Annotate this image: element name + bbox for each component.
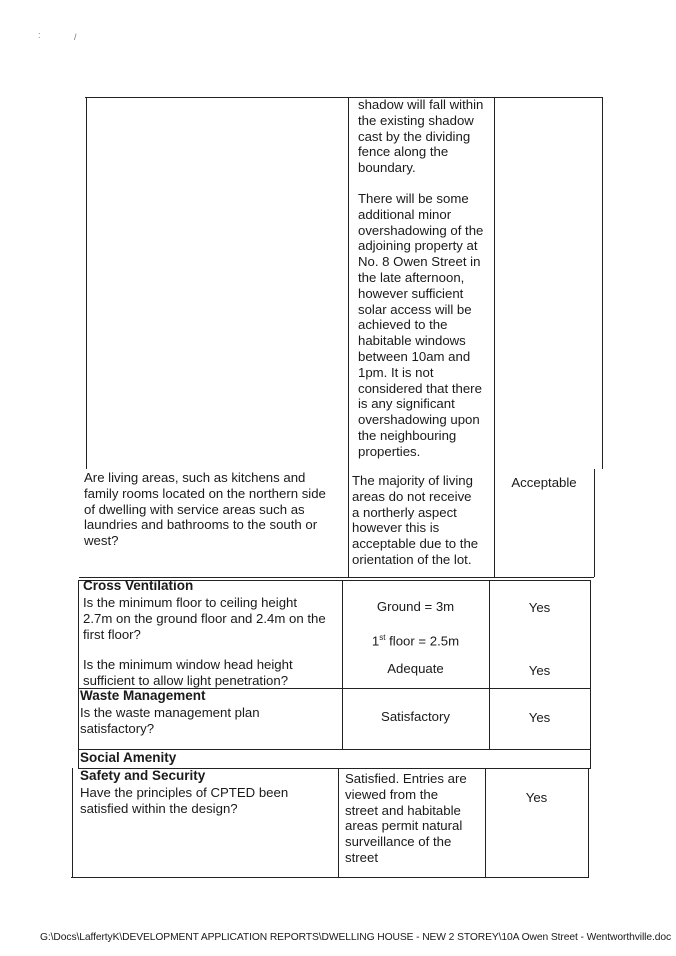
status-living-areas: Acceptable	[511, 475, 577, 490]
section-heading-waste-management: Waste Management	[80, 688, 206, 703]
column-divider	[485, 768, 486, 878]
section-heading-safety-security: Safety and Security	[80, 768, 206, 783]
table-border-left	[72, 768, 73, 878]
section-heading-social-amenity: Social Amenity	[80, 750, 177, 765]
status-window-head: Yes	[528, 663, 551, 678]
column-divider	[338, 768, 339, 878]
column-divider	[494, 97, 495, 577]
comment-window-head: Adequate	[387, 661, 444, 676]
stray-mark: /	[74, 32, 77, 42]
status-ceiling-height: Yes	[528, 600, 551, 615]
criteria-ceiling-height: Is the minimum floor to ceiling height 2.7m on the ground floor and 2.4m on the first floor?	[83, 595, 326, 642]
comment-waste: Satisfactory	[381, 709, 450, 724]
table-border-left	[78, 580, 79, 768]
comment-shadow-1: shadow will fall within the existing shadow cast by the dividing fence along the boundary.	[358, 97, 484, 176]
table-border-bottom	[71, 877, 589, 878]
status-waste: Yes	[528, 710, 551, 725]
table-border-left	[86, 97, 87, 469]
table-border-right	[588, 768, 589, 878]
comment-ceiling-height	[342, 583, 489, 665]
section-heading-cross-ventilation: Cross Ventilation	[83, 578, 194, 593]
stray-mark: :	[38, 30, 41, 40]
table-border-right	[590, 580, 591, 768]
table-border-right	[594, 469, 595, 577]
status-cpted: Yes	[525, 790, 548, 805]
comment-ground-floor: Ground = 3m	[376, 598, 455, 614]
comment-cpted: Satisfied. Entries are viewed from the street and habitable areas permit natural surveillance of the street	[345, 771, 467, 865]
criteria-living-areas: Are living areas, such as kitchens and family rooms located on the northern side of dwelling with service areas such as laundries and bathrooms to the south or west?	[84, 470, 326, 549]
comment-first-floor: 1st floor = 2.5m	[371, 633, 460, 649]
comment-living-areas: The majority of living areas do not receive a northerly aspect however this is acceptable due to the orientation of the lot.	[352, 473, 479, 567]
comment-shadow-2: There will be some additional minor overshadowing of the adjoining property at No. 8 Owen Street in the late afternoon, however sufficient solar access will be achieved to the habitable windows between 10am and 1pm. It is not considered that there is any significant overshadowing upon the neighbouring properties.	[358, 191, 484, 459]
criteria-window-head: Is the minimum window head height sufficient to allow light penetration?	[83, 657, 293, 688]
column-divider	[348, 97, 349, 577]
footer-file-path: G:\Docs\LaffertyK\DEVELOPMENT APPLICATION REPORTS\DWELLING HOUSE - NEW 2 STOREY\10A Owen Street - Wentworthville.doc	[40, 932, 672, 943]
table-border-top	[85, 97, 603, 98]
table-border-right	[602, 97, 603, 469]
criteria-cpted: Have the principles of CPTED been satisfied within the design?	[80, 785, 289, 816]
criteria-waste: Is the waste management plan satisfactory?	[80, 705, 260, 736]
